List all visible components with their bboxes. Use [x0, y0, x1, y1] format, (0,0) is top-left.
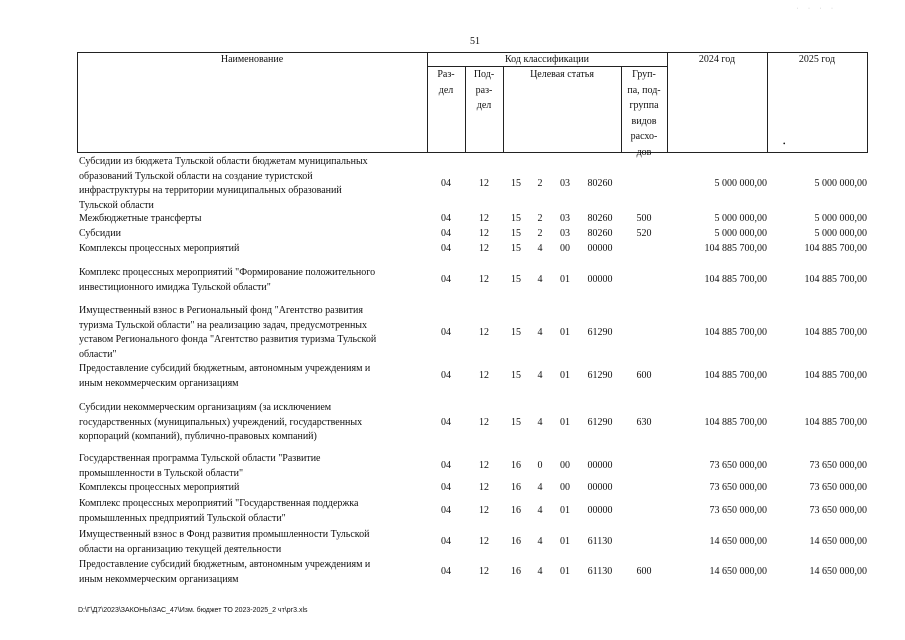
cell-v2025: 14 650 000,00 [809, 566, 867, 578]
row-name: Имущественный взнос в Региональный фонд "Агентство развития туризма Тульской области" на реализацию задач, предусмотренных уставом Регионального фонда "Агентство развития туризма Тульской области" [79, 305, 377, 360]
cell-pr: 12 [479, 505, 489, 517]
cell-v2024: 104 885 700,00 [704, 326, 767, 338]
cell-c1: 16 [511, 566, 521, 578]
cell-pr: 12 [479, 416, 489, 428]
cell-rz: 04 [441, 505, 451, 517]
cell-c1: 15 [511, 274, 521, 286]
header-group: Груп- па, под- группа видов расхо- дов [627, 69, 661, 158]
row-name: Субсидии из бюджета Тульской области бюджетам муниципальных образований Тульской области на создание туристской инфраструктуры на территории муниципальных образований Тульской области [79, 156, 368, 211]
cell-pr: 12 [479, 460, 489, 472]
cell-v2024: 5 000 000,00 [714, 228, 767, 239]
cell-rz: 04 [441, 536, 451, 548]
table-header [77, 52, 868, 158]
cell-v2024: 14 650 000,00 [709, 566, 767, 578]
cell-c1: 15 [511, 243, 521, 254]
cell-v2025: 104 885 700,00 [804, 274, 867, 286]
cell-c1: 16 [511, 460, 521, 472]
cell-c3: 01 [560, 370, 570, 382]
row-name: Межбюджетные трансферты [79, 213, 202, 224]
cell-pr: 12 [479, 536, 489, 548]
cell-c3: 01 [560, 505, 570, 517]
cell-c3: 01 [560, 274, 570, 286]
cell-v2024: 14 650 000,00 [709, 536, 767, 548]
table-row [77, 452, 877, 481]
scan-speck: • [783, 140, 786, 148]
cell-c2: 2 [537, 177, 543, 189]
table-row [77, 558, 877, 587]
cell-c3: 01 [560, 566, 570, 578]
cell-pr: 12 [479, 213, 489, 224]
cell-c1: 15 [511, 213, 521, 224]
cell-c4: 61130 [587, 536, 613, 548]
cell-vr: 600 [636, 370, 652, 382]
table-row [77, 481, 877, 496]
cell-v2025: 104 885 700,00 [804, 416, 867, 428]
cell-v2025: 73 650 000,00 [809, 482, 867, 493]
cell-c4: 61290 [587, 326, 613, 338]
cell-v2025: 104 885 700,00 [804, 243, 867, 254]
row-name: Субсидии некоммерческим организациям (за исключением государственных (муниципальных) учреждений, государственных корпораций (компаний), публично-правовых компаний) [79, 402, 363, 442]
cell-c3: 01 [560, 416, 570, 428]
cell-c3: 00 [560, 243, 570, 254]
cell-c4: 00000 [587, 460, 613, 472]
cell-c4: 61290 [587, 416, 613, 428]
cell-c3: 03 [560, 228, 570, 239]
cell-v2025: 14 650 000,00 [809, 536, 867, 548]
cell-pr: 12 [479, 228, 489, 239]
row-name: Предоставление субсидий бюджетным, автономным учреждениям и иным некоммерческим организациям [79, 363, 371, 389]
table-row [77, 242, 877, 257]
table-row [77, 266, 877, 295]
row-name: Государственная программа Тульской области "Развитие промышленности в Тульской области" [79, 453, 321, 479]
cell-c4: 80260 [587, 213, 613, 224]
cell-c4: 00000 [587, 482, 613, 493]
cell-c1: 16 [511, 482, 521, 493]
cell-rz: 04 [441, 460, 451, 472]
cell-c1: 15 [511, 177, 521, 189]
cell-pr: 12 [479, 566, 489, 578]
cell-c3: 00 [560, 482, 570, 493]
cell-c1: 15 [511, 370, 521, 382]
table-row [77, 401, 877, 445]
cell-c2: 4 [537, 566, 543, 578]
cell-vr: 630 [636, 416, 652, 428]
header-2024: 2024 год [698, 54, 736, 65]
cell-rz: 04 [441, 213, 451, 224]
cell-vr: 520 [636, 228, 652, 239]
cell-c2: 2 [537, 228, 543, 239]
cell-v2024: 104 885 700,00 [704, 274, 767, 286]
cell-c4: 61290 [587, 370, 613, 382]
row-name: Комплекс процессных мероприятий "Формирование положительного инвестиционного имиджа Тульской области" [79, 267, 376, 293]
cell-c1: 15 [511, 326, 521, 338]
cell-rz: 04 [441, 416, 451, 428]
cell-rz: 04 [441, 228, 451, 239]
cell-c1: 16 [511, 505, 521, 517]
table-row [77, 362, 877, 391]
cell-rz: 04 [441, 243, 451, 254]
cell-pr: 12 [479, 326, 489, 338]
cell-v2025: 73 650 000,00 [809, 505, 867, 517]
cell-c1: 16 [511, 536, 521, 548]
cell-c4: 61130 [587, 566, 613, 578]
cell-c4: 00000 [587, 274, 613, 286]
scan-noise: · · · · [796, 6, 837, 12]
row-name: Предоставление субсидий бюджетным, автономным учреждениям и иным некоммерческим организациям [79, 559, 371, 585]
header-name: Наименование [220, 54, 284, 65]
cell-v2024: 5 000 000,00 [714, 213, 767, 224]
cell-c2: 0 [537, 460, 543, 472]
page-number: 51 [470, 36, 480, 47]
row-name: Имущественный взнос в Фонд развития промышленности Тульской области на организацию текущей деятельности [79, 529, 370, 555]
row-name: Комплексы процессных мероприятий [79, 482, 240, 493]
cell-c2: 4 [537, 274, 543, 286]
cell-v2025: 5 000 000,00 [814, 177, 867, 189]
cell-c1: 15 [511, 228, 521, 239]
row-name: Комплексы процессных мероприятий [79, 243, 240, 254]
cell-v2024: 73 650 000,00 [709, 482, 767, 493]
cell-pr: 12 [479, 243, 489, 254]
cell-v2024: 104 885 700,00 [704, 416, 767, 428]
cell-c2: 4 [537, 326, 543, 338]
cell-v2025: 104 885 700,00 [804, 370, 867, 382]
cell-v2024: 104 885 700,00 [704, 370, 767, 382]
table-row [77, 155, 877, 213]
cell-c4: 80260 [587, 228, 613, 239]
cell-v2025: 104 885 700,00 [804, 326, 867, 338]
cell-c2: 4 [537, 416, 543, 428]
header-code: Код классификации [504, 54, 590, 65]
cell-c3: 01 [560, 326, 570, 338]
cell-c2: 2 [537, 213, 543, 224]
cell-pr: 12 [479, 482, 489, 493]
cell-rz: 04 [441, 274, 451, 286]
cell-c2: 4 [537, 536, 543, 548]
cell-pr: 12 [479, 274, 489, 286]
table-row [77, 304, 877, 362]
cell-rz: 04 [441, 482, 451, 493]
cell-c4: 00000 [587, 243, 613, 254]
cell-c2: 4 [537, 482, 543, 493]
cell-v2024: 5 000 000,00 [714, 177, 767, 189]
cell-c3: 03 [560, 213, 570, 224]
table-row [77, 227, 877, 242]
cell-c3: 03 [560, 177, 570, 189]
cell-v2024: 104 885 700,00 [704, 243, 767, 254]
footer-file-path: D:\Г\Д7\2023\ЗАКОНЫ\ЗАС_47\Изм. бюджет ТО 2023-2025_2 чт\рг3.xls [78, 607, 308, 614]
cell-pr: 12 [479, 370, 489, 382]
cell-c3: 01 [560, 536, 570, 548]
cell-vr: 500 [636, 213, 652, 224]
cell-v2025: 5 000 000,00 [814, 213, 867, 224]
row-name: Комплекс процессных мероприятий "Государственная поддержка промышленных предприятий Тульской области" [79, 498, 359, 524]
cell-c1: 15 [511, 416, 521, 428]
cell-v2025: 5 000 000,00 [814, 228, 867, 239]
header-razdel: Раз- дел [437, 69, 455, 96]
cell-c3: 00 [560, 460, 570, 472]
cell-v2024: 73 650 000,00 [709, 505, 767, 517]
cell-rz: 04 [441, 326, 451, 338]
table-row [77, 528, 877, 557]
cell-rz: 04 [441, 370, 451, 382]
cell-vr: 600 [636, 566, 652, 578]
table-row [77, 497, 877, 526]
cell-c2: 4 [537, 370, 543, 382]
cell-pr: 12 [479, 177, 489, 189]
cell-c2: 4 [537, 243, 543, 254]
cell-c2: 4 [537, 505, 543, 517]
cell-rz: 04 [441, 566, 451, 578]
cell-c4: 80260 [587, 177, 613, 189]
header-target: Целевая статья [530, 69, 594, 80]
header-podrazdel: Под- раз- дел [473, 69, 495, 111]
row-name: Субсидии [79, 228, 121, 239]
header-2025: 2025 год [798, 54, 836, 65]
cell-rz: 04 [441, 177, 451, 189]
cell-v2024: 73 650 000,00 [709, 460, 767, 472]
cell-v2025: 73 650 000,00 [809, 460, 867, 472]
cell-c4: 00000 [587, 505, 613, 517]
table-row [77, 212, 877, 227]
